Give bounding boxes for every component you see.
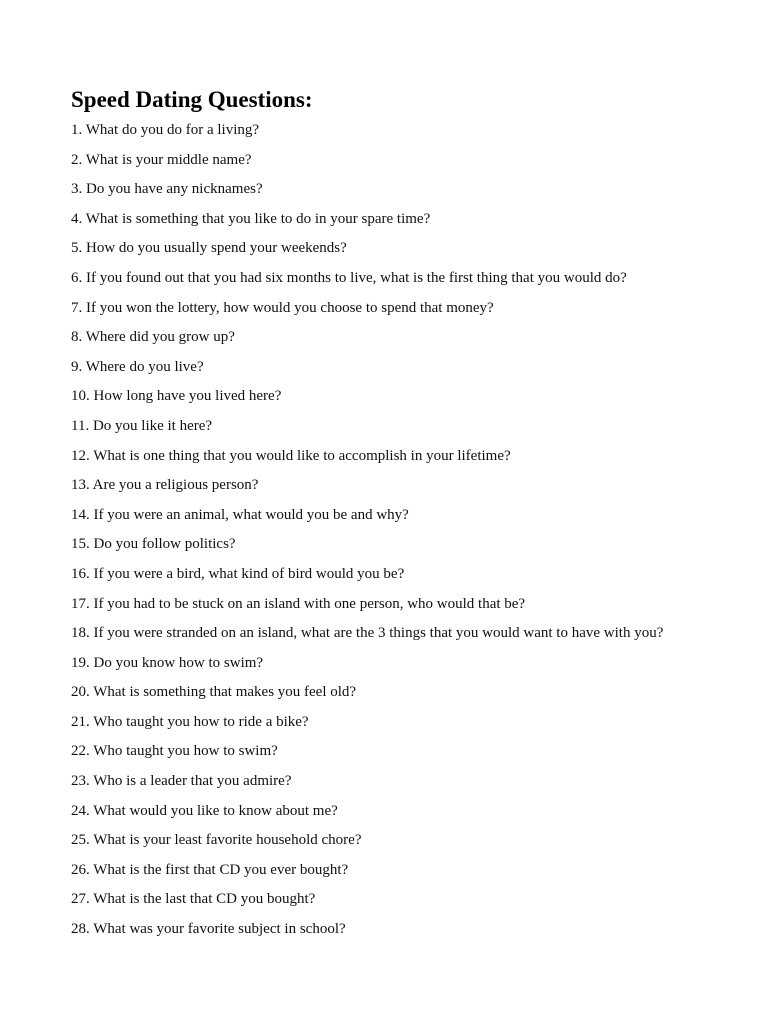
question-item: 11. Do you like it here? — [71, 417, 213, 434]
question-item: 8. Where did you grow up? — [71, 329, 235, 346]
question-item: 27. What is the last that CD you bought? — [71, 891, 316, 908]
question-list — [71, 116, 711, 945]
question-item: 4. What is something that you like to do in your spare time? — [71, 210, 431, 227]
question-item: 19. Do you know how to swim? — [71, 654, 264, 671]
question-item: 9. Where do you live? — [71, 358, 204, 375]
question-item: 25. What is your least favorite household chore? — [71, 832, 362, 849]
question-item: 6. If you found out that you had six months to live, what is the first thing that you would do? — [71, 269, 627, 286]
question-item: 2. What is your middle name? — [71, 151, 252, 168]
question-item: 12. What is one thing that you would like to accomplish in your lifetime? — [71, 447, 511, 464]
question-item: 10. How long have you lived here? — [71, 388, 282, 405]
question-item: 18. If you were stranded on an island, what are the 3 things that you would want to have with you? — [71, 625, 664, 642]
question-item: 28. What was your favorite subject in school? — [71, 921, 346, 938]
question-item: 7. If you won the lottery, how would you choose to spend that money? — [71, 299, 494, 316]
question-item: 17. If you had to be stuck on an island with one person, who would that be? — [71, 595, 526, 612]
document-page — [71, 84, 711, 945]
question-item: 24. What would you like to know about me? — [71, 802, 338, 819]
page-title: Speed Dating Questions: — [71, 87, 313, 112]
question-item: 14. If you were an animal, what would you be and why? — [71, 506, 409, 523]
question-item: 13. Are you a religious person? — [71, 477, 259, 494]
question-item: 1. What do you do for a living? — [71, 122, 260, 138]
question-item: 5. How do you usually spend your weekends? — [71, 240, 347, 257]
question-item: 3. Do you have any nicknames? — [71, 181, 263, 198]
question-item: 15. Do you follow politics? — [71, 536, 236, 553]
question-item: 21. Who taught you how to ride a bike? — [71, 713, 309, 730]
question-item: 22. Who taught you how to swim? — [71, 743, 278, 760]
question-item: 23. Who is a leader that you admire? — [71, 773, 292, 790]
question-item: 26. What is the first that CD you ever bought? — [71, 861, 349, 878]
question-item: 16. If you were a bird, what kind of bird would you be? — [71, 565, 405, 582]
question-item: 20. What is something that makes you feel old? — [71, 684, 357, 701]
